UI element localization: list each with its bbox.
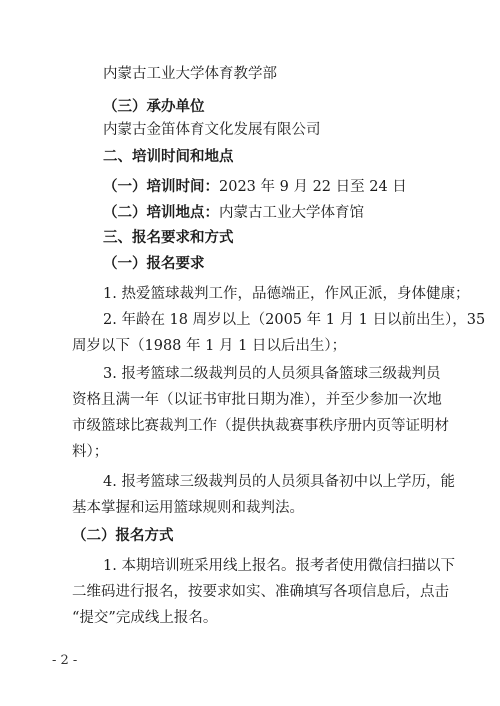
subsection-heading: （一）报名要求 [103, 256, 205, 272]
text-line: 二维码进行报名，按要求如实、准确填写各项信息后，点击 [72, 584, 449, 600]
text-line: 内蒙古金笛体育文化发展有限公司 [103, 122, 321, 138]
text-line: 2. 年龄在 18 周岁以上（2005 年 1 月 1 日以前出生），35 [103, 312, 486, 328]
text-line: 周岁以下（1988 年 1 月 1 日以后出生）； [72, 338, 347, 354]
text-line: 3. 报考篮球二级裁判员的人员须具备篮球三级裁判员 [103, 366, 441, 382]
text-line: 基本掌握和运用篮球规则和裁判法。 [72, 500, 304, 516]
training-location-line [103, 203, 364, 223]
text-line: 1. 本期培训班采用线上报名。报考者使用微信扫描以下 [103, 558, 455, 574]
training-time-line [103, 177, 407, 197]
text-line: “提交”完成线上报名。 [72, 610, 218, 626]
text-line: 市级篮球比赛裁判工作（提供执裁赛事秩序册内页等证明材 [72, 418, 449, 434]
training-location-label: （二）培训地点： [103, 205, 219, 221]
page-number: - 2 - [52, 653, 78, 668]
text-line: 4. 报考篮球三级裁判员的人员须具备初中以上学历，能 [103, 474, 455, 490]
section-heading: 二、培训时间和地点 [103, 149, 234, 165]
text-line: 资格且满一年（以证书审批日期为准），并至少参加一次地 [72, 392, 442, 408]
subsection-heading: （二）报名方式 [72, 528, 174, 544]
training-time-label: （一）培训时间： [103, 179, 219, 195]
text-line: 1. 热爱篮球裁判工作，品德端正，作风正派，身体健康； [103, 286, 470, 302]
training-location-value: 内蒙古工业大学体育馆 [219, 205, 364, 221]
text-line: 料）； [72, 444, 109, 460]
section-heading: （三）承办单位 [103, 99, 205, 115]
text-line: 内蒙古工业大学体育教学部 [103, 66, 277, 82]
section-heading: 三、报名要求和方式 [103, 230, 234, 246]
training-time-value: 2023 年 9 月 22 日至 24 日 [219, 179, 407, 195]
